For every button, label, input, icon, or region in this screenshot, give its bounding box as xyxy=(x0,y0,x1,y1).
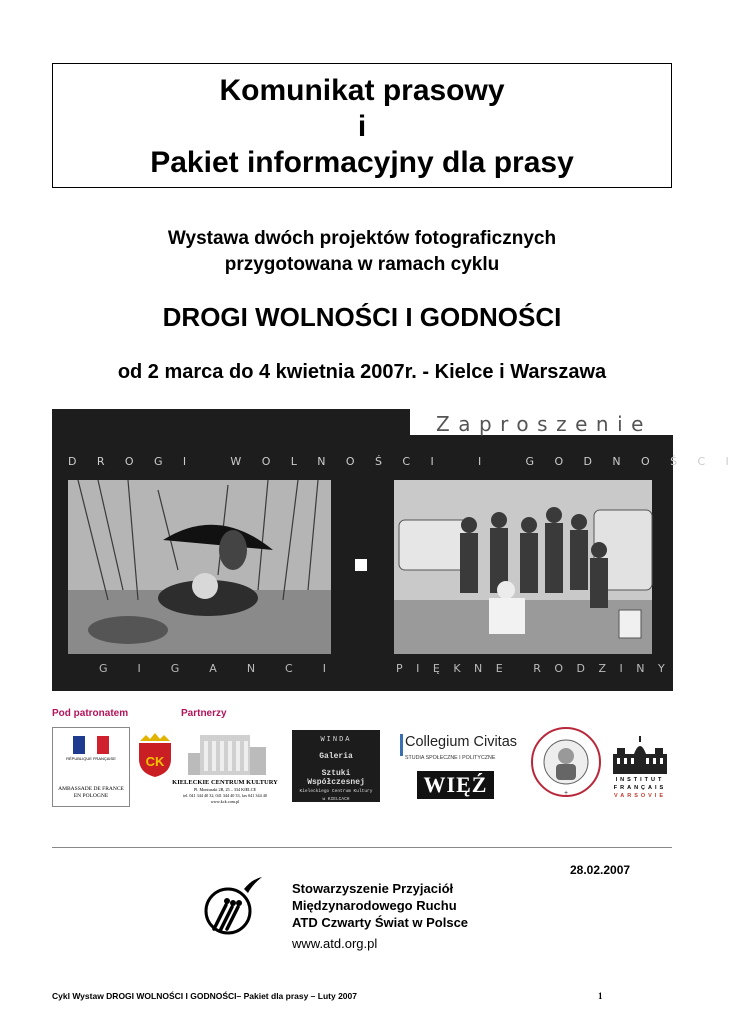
kck-phone: tel. 041 344 40 32, 041 344 40 33, fax 041 344 40 xyxy=(183,793,267,798)
winda-top: WINDA xyxy=(320,736,352,744)
label-giganci: GIGANCI xyxy=(99,662,356,675)
photo-giganci xyxy=(68,480,331,654)
intro-line-2: przygotowana w ramach cyklu xyxy=(224,254,500,275)
kck-street: Pl. Moniuszki 2B, 25 – 334 KIELCE xyxy=(193,787,257,792)
civitas-name: Collegium Civitas xyxy=(405,734,518,750)
kck-badge: CK xyxy=(145,754,165,769)
kck-web: www.kck.com.pl xyxy=(210,799,240,804)
kielce-coat-of-arms-icon xyxy=(136,733,174,777)
organization-name xyxy=(292,880,468,931)
civitas-bar xyxy=(400,734,403,756)
photo-piekne-rodziny-illustration xyxy=(394,480,652,654)
photo-giganci-illustration xyxy=(68,480,331,654)
kck-building-icon xyxy=(170,731,280,777)
atd-logo-icon xyxy=(200,875,264,937)
title-line-1: Komunikat prasowy xyxy=(219,74,505,107)
ambassade-republique: RÉPUBLIQUE FRANÇAISE xyxy=(66,756,116,761)
ambassade-sub: EN POLOGNE xyxy=(73,793,109,799)
winda-gallery-logo xyxy=(292,730,380,802)
invitation-image xyxy=(52,409,749,691)
winda-main-2: Sztuki Współczesnej xyxy=(307,769,365,787)
title-box xyxy=(52,63,672,188)
ambassade-de-france-logo xyxy=(52,727,130,807)
institut-line-3: VARSOVIE xyxy=(613,793,666,799)
wiez-logo: WIĘŹ xyxy=(417,771,494,799)
org-line-1: Stowarzyszenie Przyjaciół xyxy=(292,881,454,896)
org-line-3: ATD Czwarty Świat w Polsce xyxy=(292,915,469,930)
palace-icon xyxy=(607,736,673,776)
cycle-title: DROGI WOLNOŚCI I GODNOŚCI xyxy=(162,302,562,332)
ambassade-text xyxy=(55,786,127,800)
french-flag-icon xyxy=(73,736,109,754)
title-line-2: i xyxy=(357,110,367,143)
fundacja-kazimierza-pulaskiego-logo xyxy=(530,726,602,798)
collegium-civitas-logo xyxy=(400,734,524,764)
org-line-2: Międzynarodowego Ruchu xyxy=(292,898,457,913)
kck-address xyxy=(170,787,280,805)
svg-text:+: + xyxy=(563,790,569,797)
intro-text xyxy=(52,226,672,278)
patronage-label: Pod patronatem xyxy=(52,708,129,719)
kck-title: KIELECKIE CENTRUM KULTURY xyxy=(172,779,278,786)
title-line-3: Pakiet informacyjny dla prasy xyxy=(150,146,574,179)
divider-square xyxy=(355,559,367,571)
institut-line-1: INSTITUT xyxy=(615,777,665,783)
invitation-heading: Zaproszenie xyxy=(436,412,652,436)
kieleckie-centrum-kultury-logo xyxy=(170,731,280,821)
civitas-sub: STUDIA SPOŁECZNE I POLITYCZNE xyxy=(405,755,496,761)
winda-sub-2: w KIELCACH xyxy=(322,797,350,802)
ambassade-name: AMBASSADE DE FRANCE xyxy=(58,786,124,792)
document-date: 28.02.2007 xyxy=(570,863,631,877)
label-piekne-rodziny: PIĘKNE RODZINY xyxy=(396,662,679,675)
winda-main-1: Galeria xyxy=(319,752,353,761)
intro-line-1: Wystawa dwóch projektów fotograficznych xyxy=(167,228,557,249)
separator-line xyxy=(52,847,672,848)
page-number: 1 xyxy=(598,991,603,1001)
exhibition-dates: od 2 marca do 4 kwietnia 2007r. - Kielce i Warszawa xyxy=(117,361,607,383)
institut-francais-logo xyxy=(607,736,673,800)
page-footer: Cykl Wystaw DROGI WOLNOŚCI I GODNOŚCI– Pakiet dla prasy – Luty 2007 xyxy=(52,991,357,1001)
organization-website[interactable]: www.atd.org.pl xyxy=(292,936,378,951)
institut-line-2: FRANÇAIS xyxy=(613,785,667,791)
invitation-series-title: DROGI WOLNOŚCI I GODNOŚCI xyxy=(68,455,749,468)
photo-piekne-rodziny xyxy=(394,480,652,654)
winda-sub-1: Kieleckiego Centrum Kultury xyxy=(299,789,373,794)
partners-label: Partnerzy xyxy=(181,708,227,719)
